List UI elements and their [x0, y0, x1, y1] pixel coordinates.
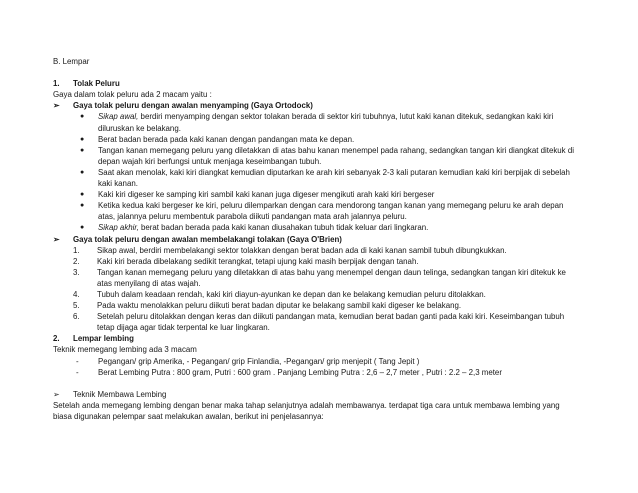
bullet-icon: ●: [80, 135, 85, 143]
paragraph-line: biasa digunakan pelempar saat melakukan awalan, berikut ini penjelasannya:: [53, 412, 324, 421]
bullet-icon: ●: [80, 168, 85, 176]
tolak-peluru-title: Tolak Peluru: [73, 79, 120, 89]
arrow-bullet-icon: ➢: [53, 234, 60, 244]
numbered-item: 3. Tangan kanan memegang peluru yang diletakkan di atas bahu yang menempel dengan daun telinga, sedangkan tangan kiri ditekuk ke: [73, 267, 566, 277]
tolak-peluru-heading: [53, 78, 613, 89]
dash-item: - Berat Lembing Putra : 800 gram, Putri : 600 gram . Panjang Lembing Putra : 2,6 – 2,7 meter , Putri : 2.2 – 2,3 meter: [76, 367, 502, 377]
list-item: ● Saat akan menolak, kaki kiri diangkat kemudian diputarkan ke arah kiri sebanyak 2-3 kali putaran kemudian kaki kiri berpijak di sebelah: [80, 167, 570, 177]
list-item-continuation: kaki kanan.: [98, 179, 138, 189]
document-page: [53, 56, 613, 422]
arrow-bullet-icon: ➢: [53, 101, 60, 111]
dash-marker: -: [76, 356, 79, 366]
lempar-lembing-heading: [53, 333, 613, 344]
list-item: ● Sikap awal, berdiri menyamping dengan sektor tolakan berada di sektor kiri tubuhnya, lutut kaki kanan ditekuk, sedangkan kaki kiri: [80, 112, 554, 122]
numbered-item-continuation: tetap dijaga agar tidak terpental ke luar lingkaran.: [97, 323, 270, 333]
section-heading: B. Lempar: [53, 57, 90, 66]
tolak-peluru-intro: Gaya dalam tolak peluru ada 2 macam yaitu :: [53, 90, 212, 100]
numbered-item: 6. Setelah peluru ditolakkan dengan keras dan diikuti pandangan mata, kemudian berat badan ganti pada kaki kiri. Keseimbangan tubuh: [73, 312, 565, 322]
list-item-continuation: atas, jalannya peluru membentuk parabola diikuti pandangan mata arah jalannya peluru.: [98, 212, 407, 222]
list-item: ● Sikap akhir, berat badan berada pada kaki kanan diusahakan tubuh tidak keluar dari lingkaran.: [80, 223, 429, 233]
list-item-continuation: diluruskan ke belakang.: [98, 123, 181, 133]
section-number: 1.: [53, 79, 60, 89]
gaya-ortodock-heading: [53, 100, 613, 111]
gaya-ortodock-title: Gaya tolak peluru dengan awalan menyamping (Gaya Ortodock): [73, 101, 313, 111]
bullet-icon: ●: [80, 113, 85, 121]
gaya-obrien-heading: [53, 234, 613, 245]
list-item-continuation: depan wajah kiri berfungsi untuk menjaga keseimbangan tubuh.: [98, 156, 322, 166]
numbered-item: 2. Kaki kiri berada dibelakang sedikit terangkat, tetapi ujung kaki masih berpijak dengan tanah.: [73, 256, 419, 266]
teknik-membawa-heading: [53, 389, 613, 400]
teknik-membawa-title: Teknik Membawa Lembing: [73, 389, 167, 399]
paragraph-line: Setelah anda memegang lembing dengan benar maka tahap selanjutnya adalah membawanya. terdapat tiga cara untuk membawa lembing yang: [53, 400, 560, 410]
numbered-item: 1. Sikap awal, berdiri membelakangi sektor tolakkan dengan berat badan ada di kaki kanan sambil tubuh dibungkukkan.: [73, 245, 507, 255]
list-item: ● Ketika kedua kaki bergeser ke kiri, peluru dilemparkan dengan cara mendorong tangan kanan yang memegang peluru ke arah depan: [80, 201, 564, 211]
arrow-bullet-icon: ➢: [53, 389, 60, 399]
gaya-obrien-title: Gaya tolak peluru dengan awalan membelakangi tolakan (Gaya O'Brien): [73, 234, 342, 244]
bullet-icon: ●: [80, 224, 85, 232]
bullet-icon: ●: [80, 202, 85, 210]
dash-marker: -: [76, 367, 79, 377]
numbered-item: 4. Tubuh dalam keadaan rendah, kaki kiri diayun-ayunkan ke depan dan ke belakang kemudian peluru ditolakkan.: [73, 289, 486, 299]
lempar-lembing-title: Lempar lembing: [73, 334, 134, 344]
section-number: 2.: [53, 334, 60, 344]
lembing-intro: Teknik memegang lembing ada 3 macam: [53, 345, 197, 355]
numbered-item-continuation: atas menyilang di atas wajah.: [97, 278, 201, 288]
bullet-icon: ●: [80, 191, 85, 199]
list-item: ● Berat badan berada pada kaki kanan dengan pandangan mata ke depan.: [80, 134, 355, 144]
numbered-item: 5. Pada waktu menolakkan peluru diikuti berat badan diputar ke belakang sambil kaki digeser ke belakang.: [73, 301, 462, 311]
list-item: ● Tangan kanan memegang peluru yang diletakkan di atas bahu kanan menempel pada rahang, sedangkan tangan kiri diangkat ditekuk di: [80, 145, 574, 155]
dash-item: - Pegangan/ grip Amerika, - Pegangan/ grip Finlandia, -Pegangan/ grip menjepit ( Tang Jepit ): [76, 356, 420, 366]
bullet-icon: ●: [80, 146, 85, 154]
list-item: ● Kaki kiri digeser ke samping kiri sambil kaki kanan juga digeser mengikuti arah kaki kiri bergeser: [80, 190, 435, 200]
